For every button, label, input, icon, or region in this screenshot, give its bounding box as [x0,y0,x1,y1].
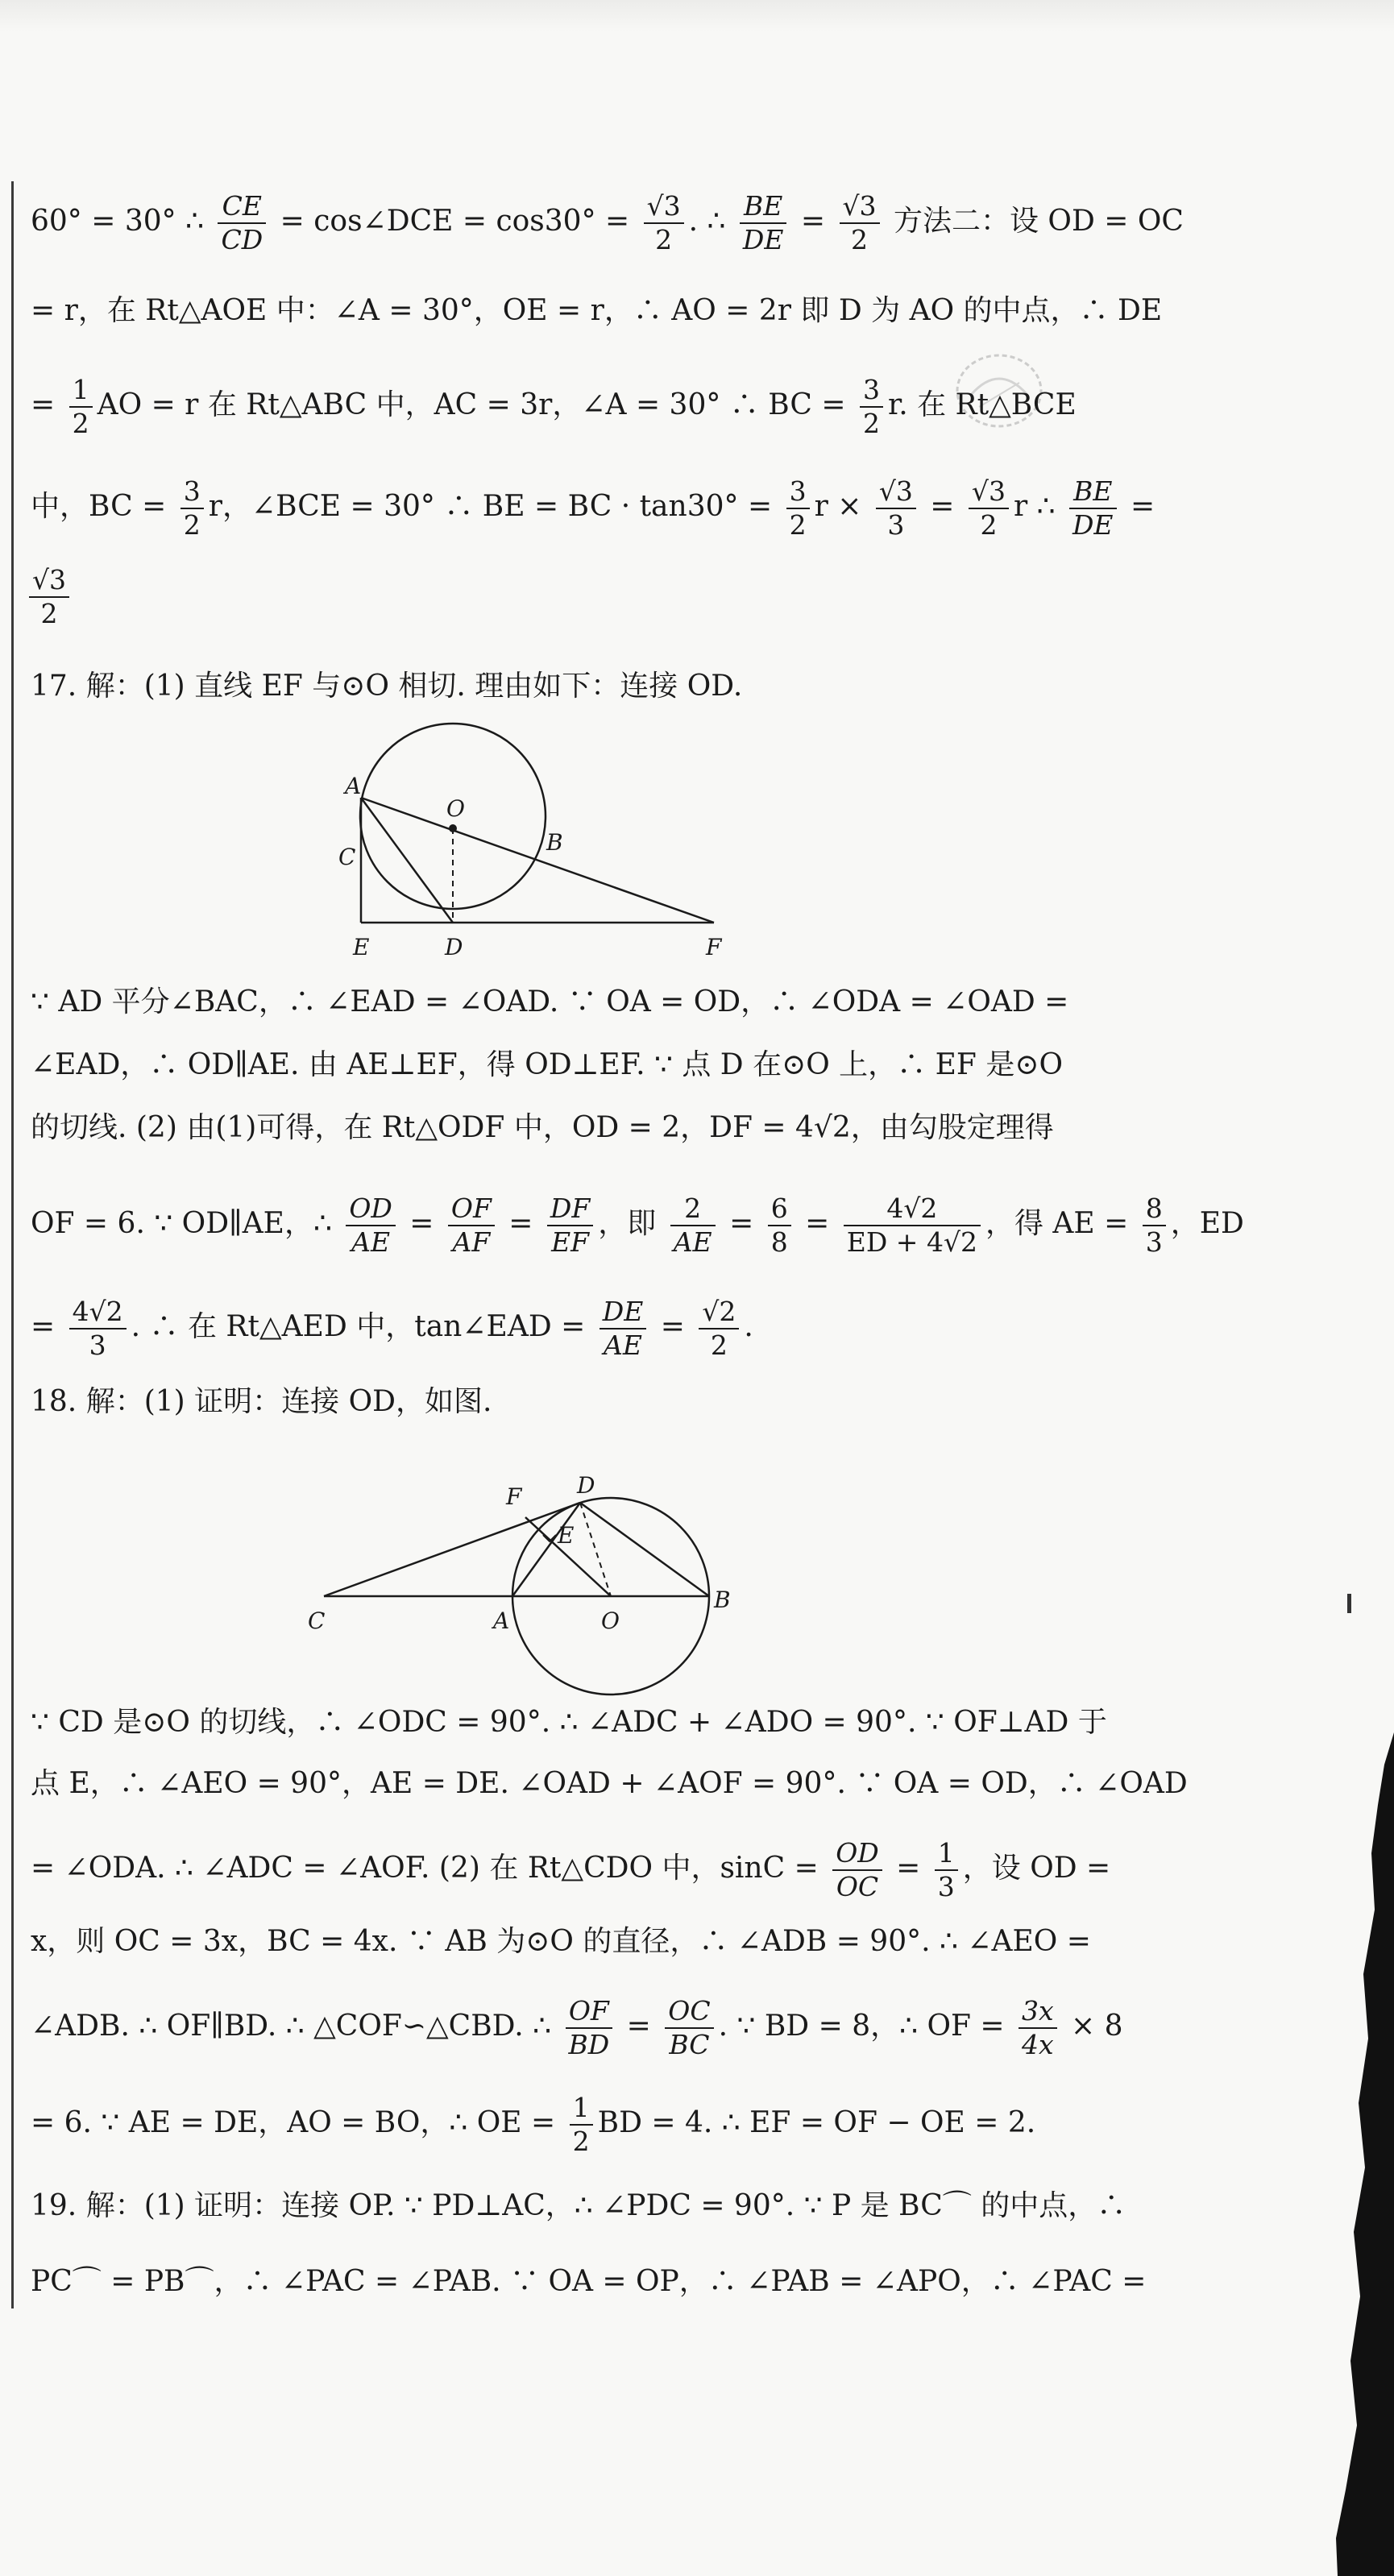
text-line-3 [31,374,1077,440]
fraction-denominator: 8 [770,1226,788,1258]
problem-17-line-4 [31,1193,1244,1259]
line-14-part-c: ，设 OD = [962,1852,1111,1885]
fraction-denominator: 2 [655,224,673,255]
fraction-numerator: 8 [1143,1193,1166,1226]
label-o: O [601,1607,620,1634]
label-b: B [546,829,563,856]
line-16-part-d: × 8 [1061,2010,1123,2043]
line-1-part-d: = [791,205,835,238]
fraction-numerator: 3 [786,475,810,509]
fraction-sqrt3-2 [644,190,684,256]
fraction-1-3 [935,1837,958,1903]
label-e: E [353,934,370,960]
fraction-denominator: AE [604,1329,642,1361]
fraction-denominator: CD [221,224,263,255]
line-14-part-a: = ∠ODA. ∴ ∠ADC = ∠AOF. (2) 在 Rt△CDO 中，sinC = [31,1852,828,1885]
line-14-part-b: = [886,1852,930,1885]
scan-top-shadow [0,0,1394,32]
fraction-denominator: EF [551,1226,590,1258]
torn-edge-shadow [1321,1732,1394,2576]
fraction-numerator: √3 [644,190,684,224]
fraction-numerator: 6 [768,1193,791,1226]
line-16-part-b: = [617,2010,661,2043]
fraction-numerator: √3 [876,475,916,509]
fraction-be-de [740,190,787,256]
problem-17-line-1: ∵ AD 平分∠BAC，∴ ∠EAD = ∠OAD. ∵ OA = OD，∴ ∠ODA = ∠OAD = [31,985,1069,1018]
label-c: C [338,844,356,870]
line-9-part-f: = [795,1207,839,1240]
line-ad [512,1503,580,1596]
fraction-denominator: 3 [937,1871,955,1902]
fraction-numerator: √2 [699,1296,739,1329]
fraction-2-ae [670,1193,716,1259]
problem-18-line-6 [31,2092,1035,2158]
fraction-denominator: 2 [72,408,89,439]
fraction-denominator: DE [1072,509,1114,541]
label-a: A [345,773,362,799]
line-10-part-a: = [31,1310,64,1343]
line-10-part-c: = [651,1310,695,1343]
label-b: B [714,1587,731,1613]
line-10-part-b: . ∴ 在 Rt△AED 中，tan∠EAD = [131,1310,595,1343]
fraction-od-ae [346,1193,396,1259]
fraction-denominator: BC [669,2029,710,2060]
fraction-numerator: 4√2 [844,1193,981,1226]
problem-18-line-5 [31,1995,1123,2061]
fraction-denominator: BD [568,2029,610,2060]
label-e: E [558,1522,575,1549]
line-db [580,1503,709,1596]
line-4-part-d: = [920,490,964,523]
fraction-3-2 [786,475,810,541]
line-9-part-c: = [499,1207,542,1240]
fraction-denominator: 2 [862,408,880,439]
line-9-part-e: = [720,1207,763,1240]
fraction-denominator: OC [836,1871,879,1902]
line-17-part-a: = 6. ∵ AE = DE，AO = BO，∴ OE = [31,2106,565,2139]
fraction-of-af [448,1193,495,1259]
fraction-numerator: CE [218,190,266,224]
problem-18-heading: 18. 解：(1) 证明：连接 OD，如图. [31,1385,492,1418]
figure-17-diagram [338,721,757,979]
label-d: D [577,1472,595,1499]
fraction-1-2 [69,374,93,440]
fraction-numerator: OF [566,1995,613,2029]
line-1-part-b: = cos∠DCE = cos30° = [271,205,639,238]
text-line-4 [31,475,1155,541]
text-line-5 [24,564,74,630]
label-o: O [446,795,465,822]
fraction-sqrt3-2 [29,564,69,630]
fraction-numerator: OC [665,1995,713,2029]
fraction-numerator: 3 [860,374,883,408]
fraction-denominator: AE [673,1226,712,1258]
fraction-numerator: OF [448,1193,495,1226]
line-1-part-a: 60° = 30° ∴ [31,205,214,238]
fraction-numerator: 3x [1019,1995,1057,2029]
label-d: D [445,934,463,960]
problem-19-line-2: PC⌒ = PB⌒，∴ ∠PAC = ∠PAB. ∵ OA = OP，∴ ∠PAB = ∠APO，∴ ∠PAC = [31,2265,1147,2298]
fraction-denominator: AE [351,1226,391,1258]
fraction-6-8 [768,1193,791,1259]
fraction-denominator: ED + 4√2 [846,1226,977,1258]
label-f: F [506,1483,522,1510]
figure-18 [306,1446,757,1724]
line-1-part-c: . ∴ [688,205,735,238]
fraction-3-2 [180,475,204,541]
fraction-3x-4x [1019,1995,1057,2061]
problem-17-line-5 [31,1296,753,1362]
fraction-numerator: 2 [670,1193,716,1226]
fraction-denominator: 2 [183,509,201,541]
line-4-part-f: = [1121,490,1155,523]
fraction-numerator: 1 [69,374,93,408]
problem-18-line-2: 点 E，∴ ∠AEO = 90°，AE = DE. ∠OAD + ∠AOF = 90°. ∵ OA = OD，∴ ∠OAD [31,1767,1188,1800]
point-o [449,824,457,832]
line-4-part-b: r，∠BCE = 30° ∴ BE = BC · tan30° = [208,490,782,523]
fraction-denominator: 4x [1022,2029,1054,2060]
fraction-of-bd [566,1995,613,2061]
fraction-oc-bc [665,1995,713,2061]
line-9-part-g: ，得 AE = [985,1207,1138,1240]
line-4-part-e: r ∴ [1013,490,1064,523]
fraction-numerator: BE [740,190,787,224]
line-1-part-e: 方法二：设 OD = OC [884,205,1184,238]
fraction-denominator: 2 [980,509,998,541]
fraction-numerator: OD [346,1193,396,1226]
fraction-numerator: 1 [935,1837,958,1871]
line-9-part-h: ，ED [1170,1207,1244,1240]
label-f: F [706,934,722,960]
fraction-numerator: √3 [29,564,69,598]
line-3-part-c: r. 在 Rt△BCE [887,388,1077,421]
fraction-3-2 [860,374,883,440]
fraction-df-ef [547,1193,593,1259]
figure-17 [338,721,757,982]
line-4-part-a: 中，BC = [31,490,176,523]
label-c: C [308,1607,326,1634]
line-4-part-c: r × [814,490,871,523]
text-line-2: = r，在 Rt△AOE 中：∠A = 30°，OE = r，∴ AO = 2r 即 D 为 AO 的中点，∴ DE [31,294,1163,327]
problem-18-line-1: ∵ CD 是⊙O 的切线，∴ ∠ODC = 90°. ∴ ∠ADC + ∠ADO = 90°. ∵ OF⊥AD 于 [31,1706,1107,1739]
fraction-od-oc [832,1837,882,1903]
margin-tick [1347,1594,1351,1613]
text-line-1 [31,190,1184,256]
fraction-ce-cd [218,190,266,256]
problem-18-line-4: x，则 OC = 3x，BC = 4x. ∵ AB 为⊙O 的直径，∴ ∠ADB = 90°. ∴ ∠AEO = [31,1925,1091,1958]
fraction-numerator: 4√2 [69,1296,127,1329]
fraction-denominator: 3 [887,509,905,541]
fraction-4sqrt2-ed [844,1193,981,1259]
fraction-denominator: AF [452,1226,491,1258]
line-3-part-a: = [31,388,64,421]
line-af [361,798,714,923]
fraction-sqrt3-3 [876,475,916,541]
problem-18-line-3 [31,1837,1110,1903]
line-16-part-a: ∠ADB. ∴ OF∥BD. ∴ △COF∽△CBD. ∴ [31,2010,561,2043]
fraction-denominator: 2 [572,2126,590,2157]
fraction-8-3 [1143,1193,1166,1259]
line-9-part-a: OF = 6. ∵ OD∥AE，∴ [31,1207,342,1240]
fraction-denominator: 2 [851,224,869,255]
fraction-numerator: √3 [969,475,1009,509]
fraction-numerator: BE [1069,475,1117,509]
fraction-4sqrt2-3 [69,1296,127,1362]
label-a: A [493,1607,510,1634]
fraction-denominator: DE [742,224,784,255]
line-ad [361,798,453,923]
fraction-denominator: 2 [789,509,807,541]
fraction-numerator: DE [600,1296,647,1329]
fraction-numerator: 1 [570,2092,593,2126]
line-16-part-c: . ∵ BD = 8，∴ OF = [718,2010,1014,2043]
line-3-part-b: AO = r 在 Rt△ABC 中，AC = 3r，∠A = 30° ∴ BC = [97,388,855,421]
line-9-part-d: ，即 [598,1207,666,1240]
fraction-numerator: √3 [840,190,880,224]
figure-18-diagram [306,1446,757,1720]
fraction-sqrt3-2 [969,475,1009,541]
fraction-numerator: 3 [180,475,204,509]
line-17-part-b: BD = 4. ∴ EF = OF − OE = 2. [597,2106,1036,2139]
fraction-be-de [1069,475,1117,541]
line-cd [324,1503,580,1596]
fraction-sqrt3-2 [840,190,880,256]
left-margin-rule [11,181,14,2308]
fraction-de-ae [600,1296,647,1362]
problem-17-heading: 17. 解：(1) 直线 EF 与⊙O 相切. 理由如下：连接 OD. [31,670,743,703]
problem-17-line-2: ∠EAD，∴ OD∥AE. 由 AE⊥EF，得 OD⊥EF. ∵ 点 D 在⊙O 上，∴ EF 是⊙O [31,1048,1064,1081]
problem-17-line-3: 的切线. (2) 由(1)可得，在 Rt△ODF 中，OD = 2，DF = 4√2，由勾股定理得 [31,1111,1054,1144]
line-9-part-b: = [400,1207,443,1240]
fraction-denominator: 2 [40,598,58,629]
fraction-denominator: 3 [1145,1226,1163,1258]
line-10-part-d: . [744,1310,753,1343]
fraction-numerator: OD [832,1837,882,1871]
fraction-numerator: DF [547,1193,593,1226]
fraction-denominator: 3 [89,1329,106,1361]
fraction-denominator: 2 [710,1329,728,1361]
problem-19-line-1: 19. 解：(1) 证明：连接 OP. ∵ PD⊥AC，∴ ∠PDC = 90°. ∵ P 是 BC⌒ 的中点，∴ [31,2189,1126,2222]
fraction-sqrt2-2 [699,1296,739,1362]
fraction-1-2 [570,2092,593,2158]
